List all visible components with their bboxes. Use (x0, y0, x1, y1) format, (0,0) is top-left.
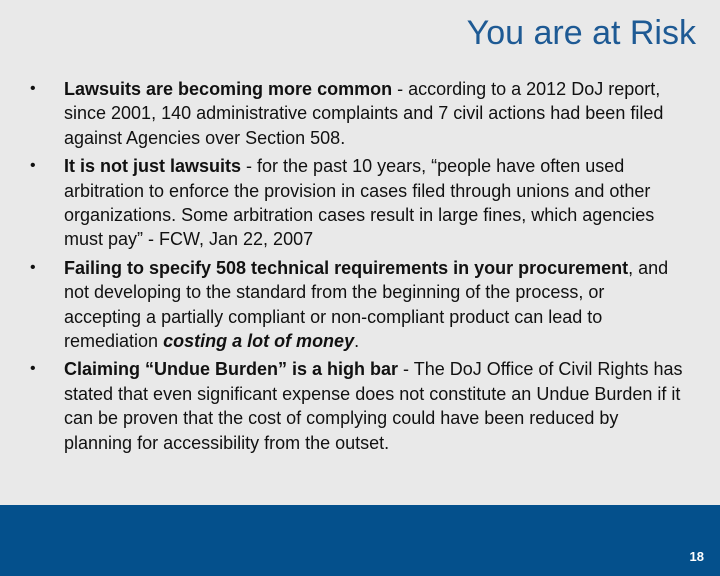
bullet-tail: . (354, 331, 360, 352)
page-number: 18 (689, 549, 704, 564)
bullet-bold-lead: Failing to specify 508 technical requirements in your procurement (64, 257, 629, 278)
bullet-emphasis: costing a lot of money (163, 331, 355, 352)
bullet-item (30, 256, 684, 354)
bullet-item (30, 154, 684, 252)
bullet-text: , and not developing to the standard from the beginning of the process, or accepting a partially compliant or non-compliant product can lead to remediation (64, 257, 669, 352)
bullet-list (30, 77, 684, 459)
footer-bar (0, 505, 720, 576)
bullet-bold-lead: Claiming “Undue Burden” is a high bar (64, 359, 399, 380)
bullet-item (30, 77, 684, 150)
bullet-text: - according to a 2012 DoJ report, since 2001, 140 administrative complaints and 7 civil actions had been filed against Agencies over Section 508. (64, 79, 664, 148)
bullet-dot-icon: • (30, 360, 36, 378)
bullet-bold-lead: Lawsuits are becoming more common (64, 79, 393, 99)
bullet-text: - for the past 10 years, “people have often used arbitration to enforce the provision in cases filed through unions and other organizations. Some arbitration cases result in large fines, which agencies must pay” - FCW, Jan 22, 2007 (64, 156, 655, 250)
bullet-dot-icon: • (30, 258, 36, 276)
bullet-dot-icon: • (30, 157, 36, 175)
bullet-text: - The DoJ Office of Civil Rights has stated that even significant expense does not constitute an Undue Burden if it can be proven that the cost of complying could have been reduced by planning for accessibility from the outset. (64, 359, 683, 453)
slide-title: You are at Risk (466, 14, 696, 52)
bullet-item (30, 357, 684, 455)
bullet-dot-icon: • (30, 80, 36, 97)
bullet-bold-lead: It is not just lawsuits (64, 156, 242, 177)
